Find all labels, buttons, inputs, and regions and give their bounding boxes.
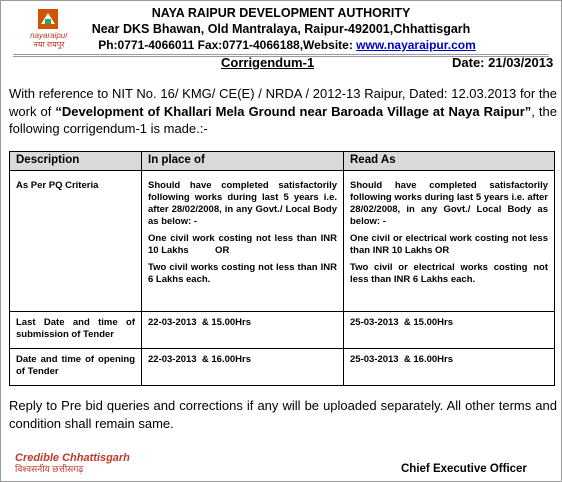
description-text: As Per PQ Criteria (16, 180, 99, 191)
table-row (10, 312, 555, 349)
cell-paragraph: Two civil or electrical works costing not less than INR 6 Lakhs each. (350, 262, 548, 285)
signatory: Chief Executive Officer (401, 463, 527, 475)
credible-chhattisgarh-logo (15, 452, 130, 474)
cell-paragraph: One civil work costing not less than INR 10 Lakhs OR (148, 233, 340, 256)
read-as-cell (344, 312, 555, 349)
cc-logo-text: Credible Chhattisgarh (15, 452, 130, 464)
description-text: Date and time of opening of Tender (16, 354, 135, 377)
org-name: NAYA RAIPUR DEVELOPMENT AUTHORITY (151, 6, 411, 20)
cc-logo-subtext: विश्वसनीय छत्तीसगढ़ (15, 464, 84, 474)
work-name: “Development of Khallari Mela Ground near Baroada Village at Naya Raipur” (55, 103, 532, 119)
cell-paragraph: Two civil works costing not less than INR 6 Lakhs each. (148, 262, 337, 285)
intro-text-2: , the following corrigendum-1 is made.:- (9, 103, 557, 136)
intro-text-1: With reference to NIT No. 16/ KMG/ CE(E) / NRDA / 2012-13 Raipur, Dated: 12.03.2013 for the work of (9, 86, 557, 119)
corrigendum-date: Date: 21/03/2013 (452, 55, 554, 70)
read-as-cell (344, 349, 555, 386)
column-header: Description (10, 152, 142, 171)
table-row (10, 349, 555, 386)
in-place-cell (142, 171, 344, 312)
column-header: In place of (142, 152, 344, 171)
cell-paragraph: 25-03-2013 & 15.00Hrs (350, 317, 453, 328)
cell-paragraph: Should have completed satisfactorily following works during last 5 years i.e. after 28/02/2008, in any Govt./ Local Body as below: - (148, 180, 337, 227)
table-header-row (10, 152, 555, 171)
nrda-emblem-icon (37, 8, 59, 30)
logo-text: nayaraipur (30, 31, 68, 40)
table-row (10, 171, 555, 312)
row-description (10, 349, 142, 386)
column-header: Read As (344, 152, 555, 171)
in-place-cell (142, 312, 344, 349)
corrigendum-title: Corrigendum-1 (221, 55, 315, 70)
cell-paragraph: 22-03-2013 & 16.00Hrs (148, 354, 251, 365)
in-place-cell (142, 349, 344, 386)
row-description (10, 312, 142, 349)
cell-paragraph: One civil or electrical work costing not less than INR 10 Lakhs OR (350, 233, 548, 256)
row-description (10, 171, 142, 312)
org-contact (67, 38, 507, 52)
corrigendum-table (9, 151, 555, 386)
cell-paragraph: Should have completed satisfactorily following works during last 5 years i.e. after 28/02/2008, in any Govt./ Local Body as below: - (350, 180, 548, 227)
closing-paragraph: Reply to Pre bid queries and corrections if any will be uploaded separately. All other terms and condition shall remain same. (9, 398, 557, 431)
description-text: Last Date and time of submission of Tender (16, 317, 135, 340)
logo-subtext: नया रायपुर (33, 40, 65, 49)
cell-paragraph: 25-03-2013 & 16.00Hrs (350, 354, 453, 365)
read-as-cell (344, 171, 555, 312)
intro-paragraph (9, 85, 557, 138)
org-address: Near DKS Bhawan, Old Mantralaya, Raipur-492001,Chhattisgarh (91, 22, 471, 36)
contact-details: Ph:0771-4066011 Fax:0771-4066188,Website: (98, 38, 357, 52)
cell-paragraph: 22-03-2013 & 15.00Hrs (148, 317, 251, 328)
website-link[interactable]: www.nayaraipur.com (356, 38, 476, 52)
